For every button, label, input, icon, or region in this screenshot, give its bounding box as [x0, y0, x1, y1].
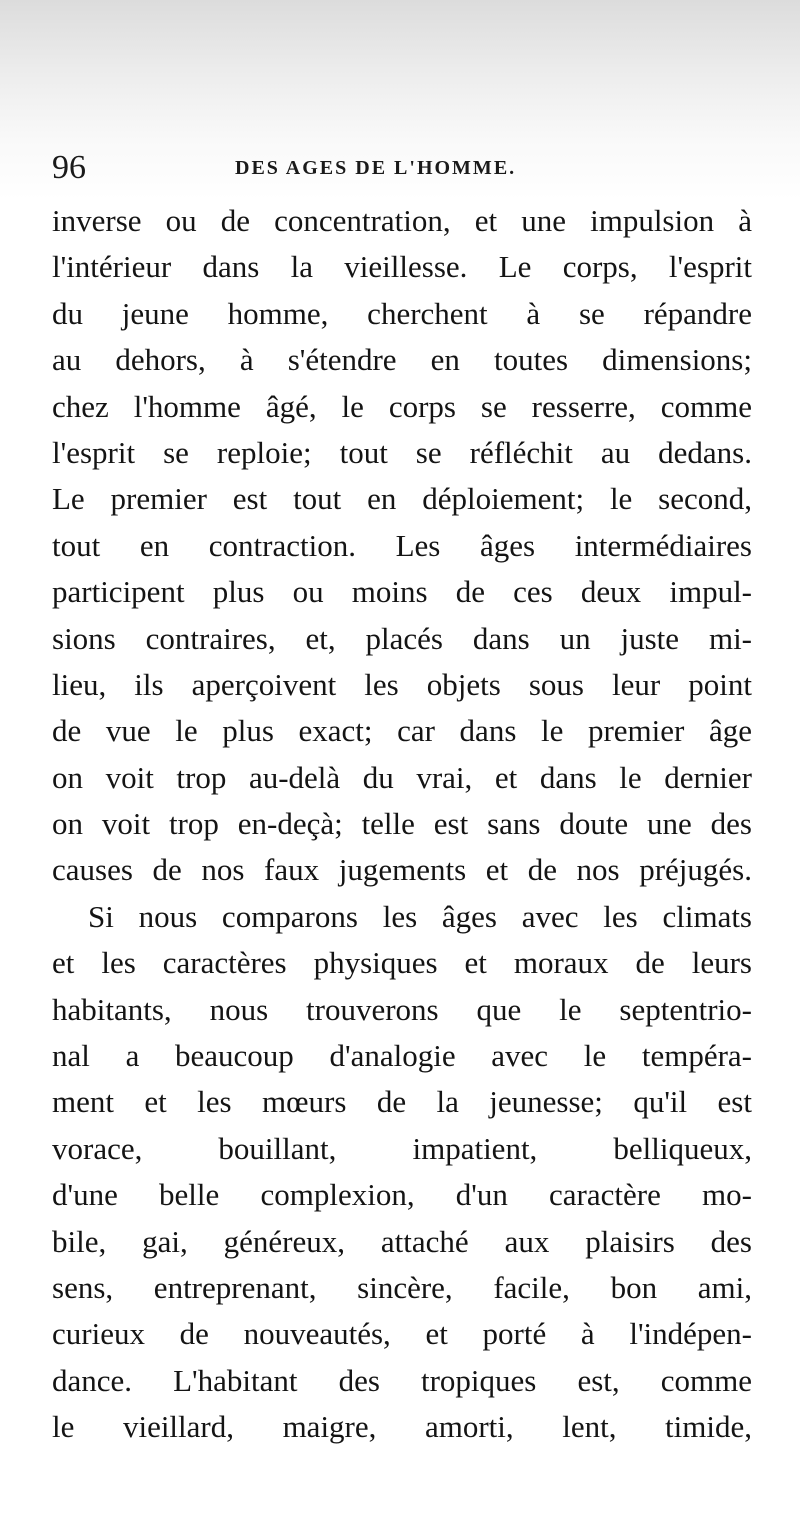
text-line: on voit trop en-deçà; telle est sans doute une des: [52, 806, 752, 842]
text-line: Si nous comparons les âges avec les climats: [88, 898, 752, 934]
text-line: vorace, bouillant, impatient, belliqueux,: [52, 1130, 752, 1166]
text-line: nal a beaucoup d'analogie avec le tempéra-: [52, 1038, 752, 1074]
text-line: le vieillard, maigre, amorti, lent, timide,: [52, 1409, 752, 1445]
text-line: lieu, ils aperçoivent les objets sous leur point: [52, 666, 752, 702]
text-line: chez l'homme âgé, le corps se resserre, comme: [52, 388, 752, 424]
text-line: habitants, nous trouverons que le septentrio-: [52, 991, 752, 1027]
text-line: d'une belle complexion, d'un caractère mo-: [52, 1177, 752, 1213]
page-number: 96: [52, 149, 86, 186]
running-title: DES AGES DE L'HOMME.: [235, 157, 517, 179]
text-line: Le premier est tout en déploiement; le second,: [52, 481, 752, 517]
text-line: curieux de nouveautés, et porté à l'indépen-: [52, 1316, 752, 1352]
text-line: sions contraires, et, placés dans un juste mi-: [52, 620, 752, 656]
paragraph-2: [52, 894, 752, 1451]
text-line: participent plus ou moins de ces deux impul-: [52, 574, 752, 610]
text-line: tout en contraction. Les âges intermédiaires: [52, 527, 752, 563]
text-line: bile, gai, généreux, attaché aux plaisirs des: [52, 1223, 752, 1259]
body-text: [52, 198, 752, 1451]
paragraph-1: [52, 198, 752, 894]
text-line: inverse ou de concentration, et une impulsion à: [52, 203, 752, 238]
text-line: au dehors, à s'étendre en toutes dimensions;: [52, 342, 752, 378]
text-line: du jeune homme, cherchent à se répandre: [52, 295, 752, 331]
text-line: ment et les mœurs de la jeunesse; qu'il est: [52, 1084, 752, 1120]
text-line: l'esprit se reploie; tout se réfléchit au dedans.: [52, 434, 752, 470]
text-line: causes de nos faux jugements et de nos préjugés.: [52, 852, 752, 888]
text-line: de vue le plus exact; car dans le premier âge: [52, 713, 752, 749]
text-line: on voit trop au-delà du vrai, et dans le dernier: [52, 759, 752, 795]
text-line: l'intérieur dans la vieillesse. Le corps, l'esprit: [52, 249, 752, 285]
text-line: dance. L'habitant des tropiques est, comme: [52, 1362, 752, 1398]
text-line: sens, entreprenant, sincère, facile, bon ami,: [52, 1269, 752, 1305]
page-header: [52, 148, 752, 188]
text-line: et les caractères physiques et moraux de leurs: [52, 945, 752, 981]
